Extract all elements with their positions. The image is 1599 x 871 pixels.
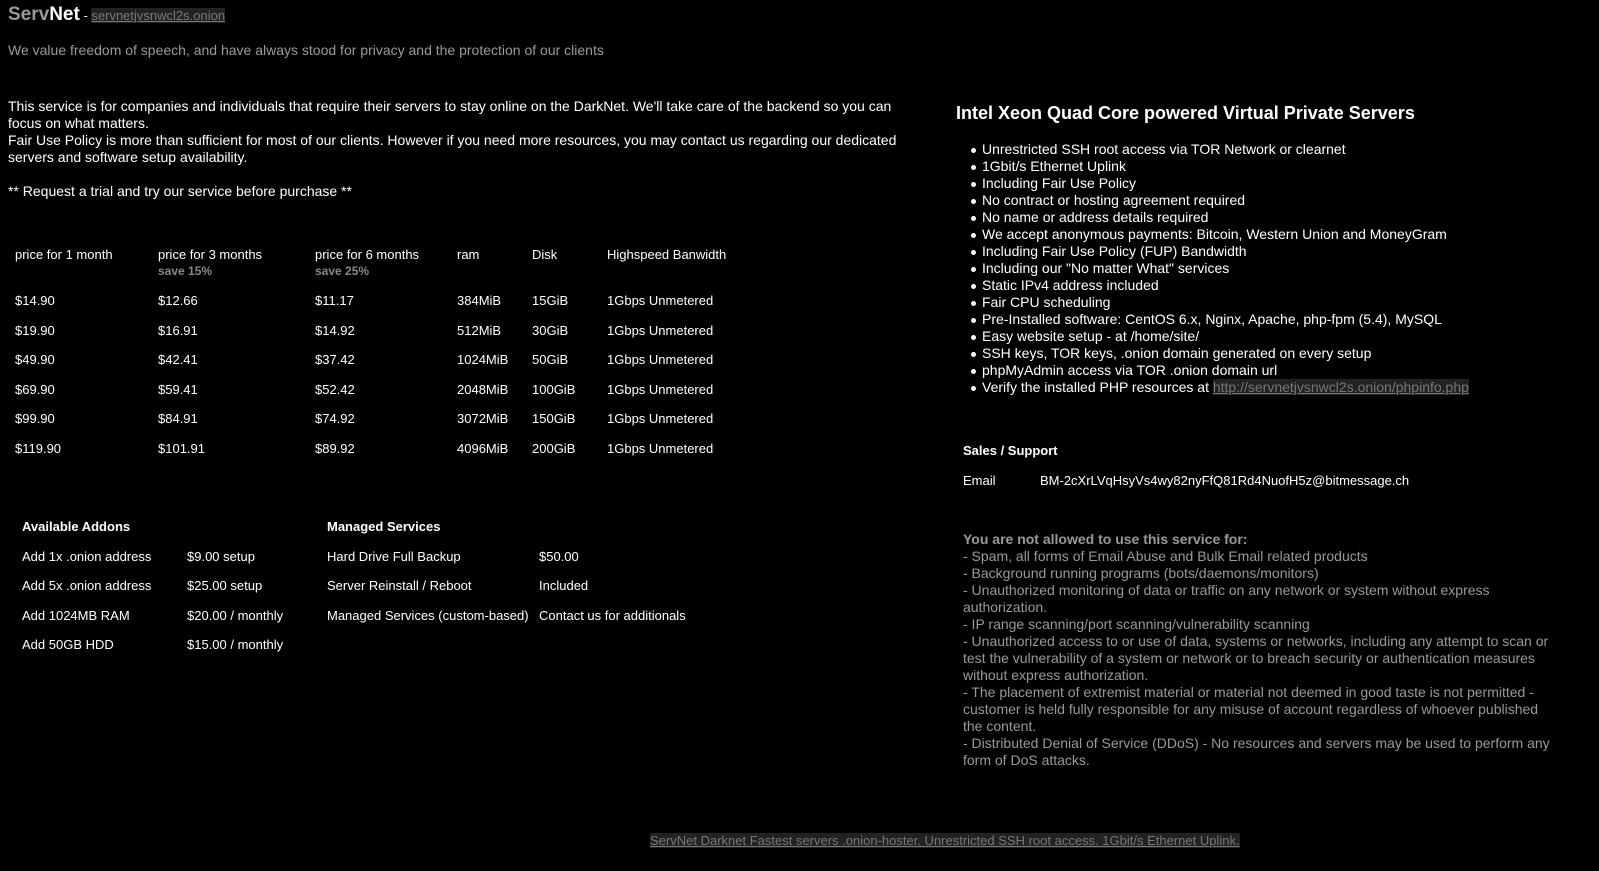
feature-item: Including Fair Use Policy (FUP) Bandwidth bbox=[982, 243, 1469, 260]
table-cell: 50GiB bbox=[532, 352, 569, 367]
trial-note: ** Request a trial and try our service before purchase ** bbox=[8, 183, 352, 199]
column-header: price for 1 month bbox=[15, 247, 113, 262]
table-row bbox=[15, 440, 726, 470]
email-value: BM-2cXrLVqHsyVs4wy82nyFfQ81Rd4NuofH5z@bitmessage.ch bbox=[1040, 472, 1410, 488]
vps-title: Intel Xeon Quad Core powered Virtual Private Servers bbox=[956, 103, 1415, 123]
column-header: Highspeed Banwidth bbox=[607, 247, 727, 262]
restriction-item: - Spam, all forms of Email Abuse and Bulk Email related products bbox=[963, 548, 1368, 564]
addon-price: $9.00 setup bbox=[187, 548, 255, 564]
managed-services-table bbox=[327, 518, 686, 636]
restriction-item: - IP range scanning/port scanning/vulnerability scanning bbox=[963, 616, 1310, 632]
table-cell: 200GiB bbox=[532, 440, 576, 456]
addon-name: Add 1024MB RAM bbox=[22, 607, 130, 623]
table-row bbox=[15, 410, 726, 440]
table-cell: $19.90 bbox=[15, 322, 55, 338]
addon-name: Add 5x .onion address bbox=[22, 578, 152, 593]
table-cell: $42.41 bbox=[158, 352, 198, 367]
intro-section bbox=[8, 98, 928, 200]
table-cell: 150GiB bbox=[532, 411, 576, 426]
table-cell: $49.90 bbox=[15, 352, 55, 367]
feature-item: Unrestricted SSH root access via TOR Network or clearnet bbox=[982, 141, 1469, 158]
table-cell: 1Gbps Unmetered bbox=[607, 352, 714, 367]
feature-item: phpMyAdmin access via TOR .onion domain url bbox=[982, 362, 1469, 379]
table-cell: $69.90 bbox=[15, 381, 55, 397]
table-cell: 1Gbps Unmetered bbox=[607, 411, 714, 426]
column-header: price for 6 months save 25% bbox=[315, 246, 457, 292]
pricing-table bbox=[15, 246, 726, 469]
restriction-item: - Background running programs (bots/daemons/monitors) bbox=[963, 565, 1319, 581]
brand-serv: Serv bbox=[8, 4, 50, 25]
save-badge: save 15% bbox=[158, 264, 213, 278]
feature-item: Including our "No matter What" services bbox=[982, 260, 1469, 277]
table-cell: $11.17 bbox=[315, 293, 354, 308]
footer bbox=[650, 832, 1240, 849]
table-cell: 15GiB bbox=[532, 293, 569, 308]
email-label: Email bbox=[963, 472, 996, 488]
managed-service-price: Contact us for additionals bbox=[539, 607, 686, 623]
feature-item: We accept anonymous payments: Bitcoin, Western Union and MoneyGram bbox=[982, 226, 1469, 243]
addons-title: Available Addons bbox=[22, 519, 131, 534]
managed-service-row bbox=[327, 607, 686, 637]
table-cell: 512MiB bbox=[457, 322, 502, 338]
table-cell: $12.66 bbox=[158, 293, 198, 308]
feature-item: 1Gbit/s Ethernet Uplink bbox=[982, 158, 1469, 175]
support-title: Sales / Support bbox=[963, 443, 1058, 458]
table-cell: $89.92 bbox=[315, 440, 355, 456]
addons-table bbox=[22, 518, 283, 666]
feature-item: SSH keys, TOR keys, .onion domain generated on every setup bbox=[982, 345, 1469, 362]
table-row bbox=[15, 351, 726, 381]
table-cell: $16.91 bbox=[158, 322, 198, 338]
table-cell: $52.42 bbox=[315, 381, 355, 397]
table-cell: 100GiB bbox=[532, 381, 576, 397]
addon-name: Add 1x .onion address bbox=[22, 548, 152, 564]
intro-paragraph: Fair Use Policy is more than sufficient for most of our clients. However if you need more resources, you may contact us regarding our dedicated servers and software setup availability. bbox=[8, 132, 897, 165]
addon-row bbox=[22, 636, 283, 666]
restriction-item: - Distributed Denial of Service (DDoS) - No resources and servers may be used to perform any form of DoS attacks. bbox=[963, 735, 1550, 768]
table-cell: 4096MiB bbox=[457, 440, 509, 456]
tagline: We value freedom of speech, and have always stood for privacy and the protection of our clients bbox=[8, 42, 604, 58]
feature-item: Including Fair Use Policy bbox=[982, 175, 1469, 192]
table-cell: $59.41 bbox=[158, 381, 198, 397]
table-cell: 30GiB bbox=[532, 322, 569, 338]
onion-address-link[interactable]: servnetjvsnwcl2s.onion bbox=[91, 8, 226, 23]
table-cell: $119.90 bbox=[15, 440, 62, 456]
column-header: ram bbox=[457, 247, 480, 262]
table-cell: 1Gbps Unmetered bbox=[607, 440, 714, 456]
feature-item: Static IPv4 address included bbox=[982, 277, 1469, 294]
usage-restrictions bbox=[963, 531, 1553, 769]
managed-service-price: Included bbox=[539, 578, 589, 593]
feature-list bbox=[982, 141, 1469, 396]
addon-name: Add 50GB HDD bbox=[22, 637, 114, 652]
table-row bbox=[15, 381, 726, 411]
feature-item: Fair CPU scheduling bbox=[982, 294, 1469, 311]
managed-service-name: Hard Drive Full Backup bbox=[327, 548, 461, 564]
table-cell: 1Gbps Unmetered bbox=[607, 381, 714, 397]
addon-row bbox=[22, 548, 283, 578]
table-cell: $14.90 bbox=[15, 293, 55, 308]
addon-price: $15.00 / monthly bbox=[187, 637, 284, 652]
phpinfo-link[interactable]: http://servnetjvsnwcl2s.onion/phpinfo.php bbox=[1212, 379, 1469, 395]
table-cell: 3072MiB bbox=[457, 411, 509, 426]
column-header: price for 3 months save 15% bbox=[158, 246, 315, 292]
restriction-item: - Unauthorized access to or use of data, systems or networks, including any attempt to scan or test the vulnerability of a system or network or to breach security or authentication measures without express authorization. bbox=[963, 633, 1549, 683]
table-cell: 2048MiB bbox=[457, 381, 509, 397]
table-cell: 1Gbps Unmetered bbox=[607, 293, 714, 308]
site-brand bbox=[8, 4, 225, 27]
addon-row bbox=[22, 607, 283, 637]
feature-item: No contract or hosting agreement required bbox=[982, 192, 1469, 209]
managed-service-price: $50.00 bbox=[539, 548, 579, 564]
restriction-item: - Unauthorized monitoring of data or traffic on any network or system without express authorization. bbox=[963, 582, 1490, 615]
table-cell: $37.42 bbox=[315, 352, 355, 367]
table-row bbox=[15, 292, 726, 322]
restrictions-title: You are not allowed to use this service for: bbox=[963, 531, 1248, 547]
sales-support bbox=[963, 442, 1409, 501]
feature-item-php: Verify the installed PHP resources at http://servnetjvsnwcl2s.onion/phpinfo.php bbox=[982, 379, 1469, 395]
managed-service-row bbox=[327, 548, 686, 578]
managed-service-row bbox=[327, 577, 686, 607]
feature-item: Pre-Installed software: CentOS 6.x, Nginx, Apache, php-fpm (5.4), MySQL bbox=[982, 311, 1469, 328]
feature-item: Easy website setup - at /home/site/ bbox=[982, 328, 1469, 345]
footer-link[interactable]: ServNet Darknet Fastest servers .onion-hoster. Unrestricted SSH root access. 1Gbit/s Ethernet Uplink. bbox=[650, 833, 1240, 848]
addon-price: $25.00 setup bbox=[187, 578, 263, 593]
brand-net: Net bbox=[49, 4, 80, 25]
table-cell: 1Gbps Unmetered bbox=[607, 322, 714, 338]
feature-item: No name or address details required bbox=[982, 209, 1469, 226]
intro-paragraph: This service is for companies and individuals that require their servers to stay online on the DarkNet. We'll take care of the backend so you can focus on what matters. bbox=[8, 98, 892, 131]
brand-separator: - bbox=[79, 8, 92, 23]
addon-row bbox=[22, 577, 283, 607]
managed-service-name: Server Reinstall / Reboot bbox=[327, 578, 472, 593]
table-cell: $14.92 bbox=[315, 322, 355, 338]
table-cell: 1024MiB bbox=[457, 352, 509, 367]
table-cell: $74.92 bbox=[315, 411, 355, 426]
table-cell: $101.91 bbox=[158, 440, 205, 456]
table-row bbox=[15, 322, 726, 352]
managed-service-name: Managed Services (custom-based) bbox=[327, 607, 529, 623]
table-cell: $84.91 bbox=[158, 411, 198, 426]
restriction-item: - The placement of extremist material or material not deemed in good taste is not permitted - customer is held fully responsible for any misuse of account regardless of whoever published the content. bbox=[963, 684, 1539, 734]
save-badge: save 25% bbox=[315, 264, 370, 278]
table-cell: 384MiB bbox=[457, 293, 502, 308]
addon-price: $20.00 / monthly bbox=[187, 607, 284, 623]
managed-services-title: Managed Services bbox=[327, 519, 441, 534]
pricing-header-row bbox=[15, 246, 726, 292]
column-header: Disk bbox=[532, 247, 558, 262]
table-cell: $99.90 bbox=[15, 411, 55, 426]
